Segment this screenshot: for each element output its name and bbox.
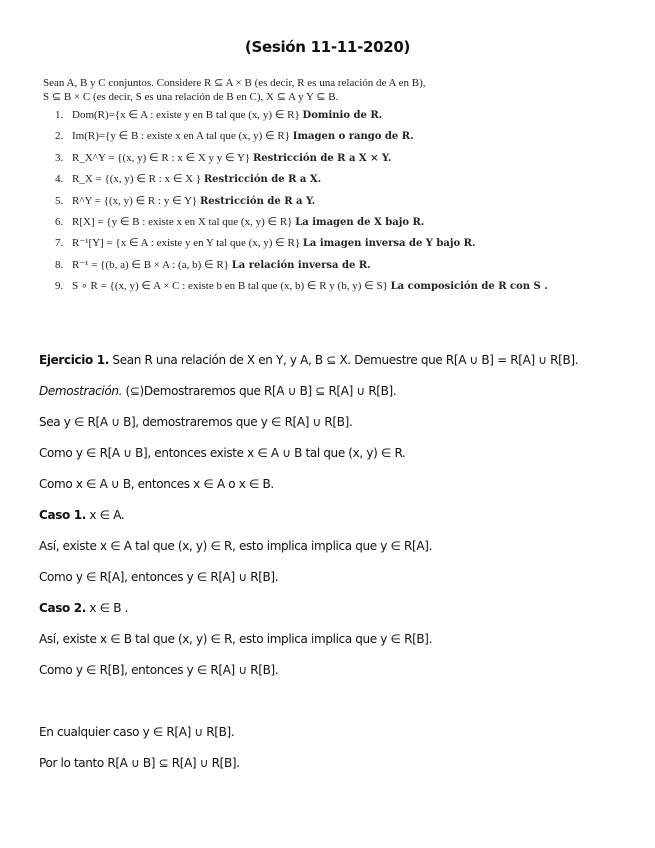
exercise-statement: Ejercicio 1. Sean R una relación de X en Y, y A, B ⊆ X. Demuestre que R[A ∪ B] = R[A] ∪ R[B]. — [39, 353, 579, 367]
proof-line: Como y ∈ R[B], entonces y ∈ R[A] ∪ R[B]. — [39, 663, 279, 677]
definition-item: 3. R_X^Y = {(x, y) ∈ R : x ∈ X y y ∈ Y} Restricción de R a X × Y. — [55, 151, 392, 164]
proof-line: Sea y ∈ R[A ∪ B], demostraremos que y ∈ R[A] ∪ R[B]. — [39, 415, 353, 429]
intro-line: Sean A, B y C conjuntos. Considere R ⊆ A × B (es decir, R es una relación de A en B), — [43, 77, 426, 89]
definition-item: 2. Im(R)={y ∈ B : existe x en A tal que (x, y) ∈ R} Imagen o rango de R. — [55, 130, 414, 143]
proof-line: Como x ∈ A ∪ B, entonces x ∈ A o x ∈ B. — [39, 477, 274, 491]
definition-item: 9. S ∘ R = {(x, y) ∈ A × C : existe b en B tal que (x, b) ∈ R y (b, y) ∈ S} La composición de R con S . — [55, 280, 548, 293]
definition-item: 4. R_X = {(x, y) ∈ R : x ∈ X } Restricción de R a X. — [55, 173, 322, 186]
proof-line: Así, existe x ∈ A tal que (x, y) ∈ R, esto implica implica que y ∈ R[A]. — [39, 539, 433, 553]
case-heading: Caso 2. x ∈ B . — [39, 601, 129, 615]
exercise-section — [39, 352, 629, 786]
proof-line: Así, existe x ∈ B tal que (x, y) ∈ R, esto implica implica que y ∈ R[B]. — [39, 632, 433, 646]
intro-paragraph — [43, 76, 623, 104]
page-title: (Sesión 11-11-2020) — [244, 38, 411, 56]
definition-item: 1. Dom(R)={x ∈ A : existe y en B tal que (x, y) ∈ R} Dominio de R. — [55, 109, 383, 121]
intro-line: S ⊆ B × C (es decir, S es una relación de B en C), X ⊆ A y Y ⊆ B. — [43, 91, 339, 103]
case-heading: Caso 1. x ∈ A. — [39, 508, 125, 522]
exercise-label: Ejercicio 1. — [39, 353, 109, 367]
proof-start: Demostración. (⊆)Demostraremos que R[A ∪ B] ⊆ R[A] ∪ R[B]. — [39, 384, 397, 398]
definition-item: 6. R[X] = {y ∈ B : existe x en X tal que (x, y) ∈ R} La imagen de X bajo R. — [55, 215, 425, 228]
proof-line: Como y ∈ R[A ∪ B], entonces existe x ∈ A ∪ B tal que (x, y) ∈ R. — [39, 446, 406, 460]
definition-item: 8. R⁻¹ = {(b, a) ∈ B × A : (a, b) ∈ R} La relación inversa de R. — [55, 258, 371, 271]
definition-item: 7. R⁻¹[Y] = {x ∈ A : existe y en Y tal que (x, y) ∈ R} La imagen inversa de Y bajo R. — [55, 237, 476, 250]
conclusion-line: Por lo tanto R[A ∪ B] ⊆ R[A] ∪ R[B]. — [39, 756, 240, 770]
definitions-list — [55, 108, 625, 311]
definition-item: 5. R^Y = {(x, y) ∈ R : y ∈ Y} Restricción de R a Y. — [55, 194, 316, 207]
proof-label: Demostración. — [39, 384, 123, 398]
proof-line: Como y ∈ R[A], entonces y ∈ R[A] ∪ R[B]. — [39, 570, 279, 584]
conclusion-line: En cualquier caso y ∈ R[A] ∪ R[B]. — [39, 725, 235, 739]
